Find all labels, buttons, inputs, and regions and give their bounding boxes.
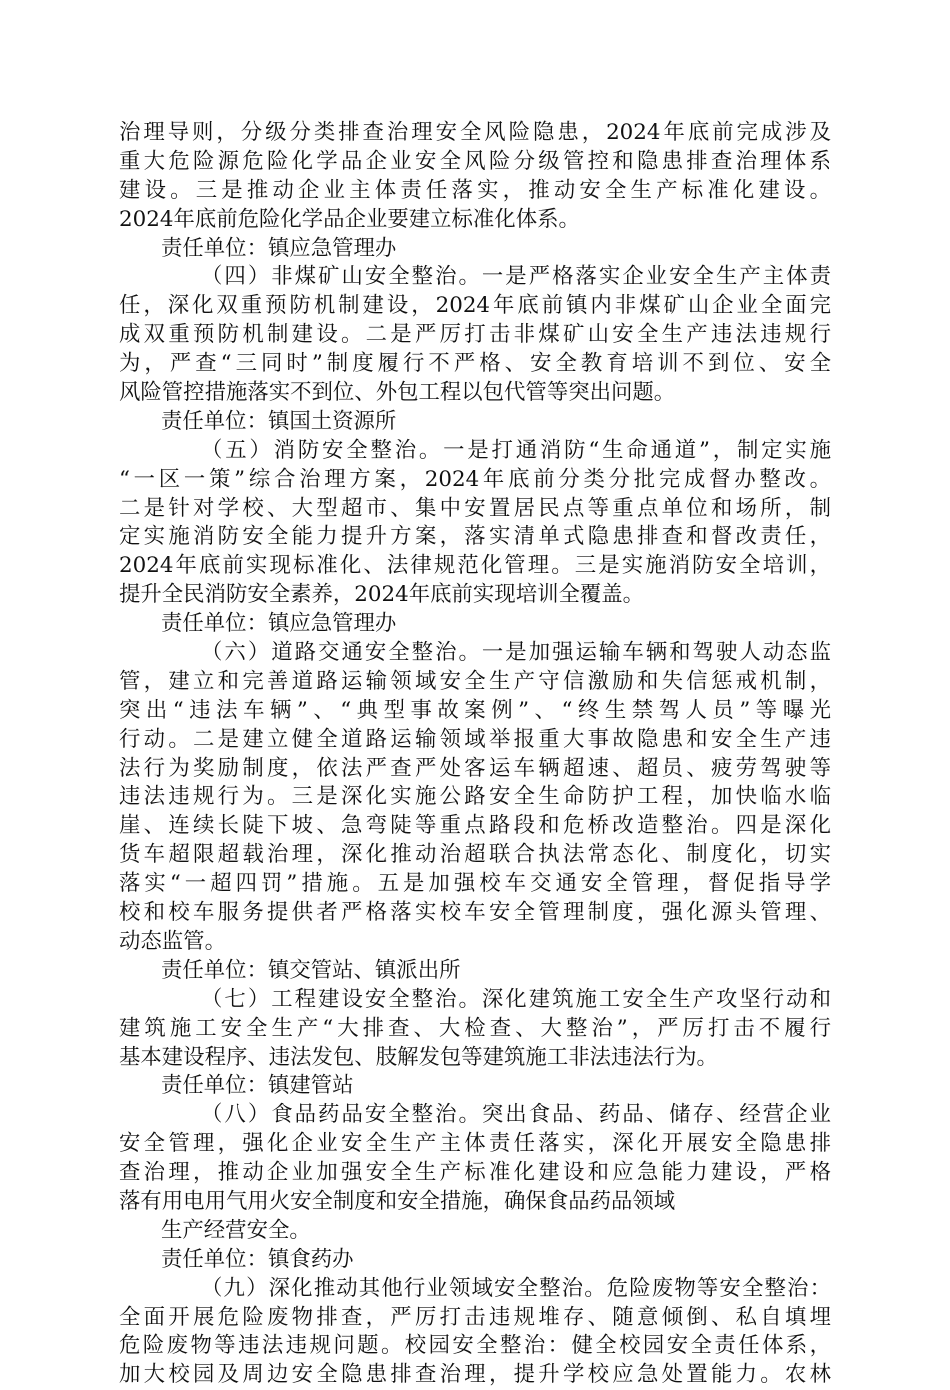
text-line: 二是针对学校、大型超市、集中安置居民点等重点单位和场所，制 — [119, 495, 831, 521]
text-line: 任，深化双重预防机制建设，2024年底前镇内非煤矿山企业全面完 — [119, 293, 831, 319]
text-line: 2024年底前危险化学品企业要建立标准化体系。 — [119, 206, 580, 232]
text-line: 校和校车服务提供者严格落实校车安全管理制度，强化源头管理、 — [119, 900, 831, 926]
text-line: 重大危险源危险化学品企业安全风险分级管控和隐患排查治理体系 — [119, 148, 831, 174]
text-line: 安全管理，强化企业安全生产主体责任落实，深化开展安全隐患排 — [119, 1131, 831, 1157]
text-line: 落有用电用气用火安全制度和安全措施，确保食品药品领域 — [119, 1188, 676, 1214]
text-line: （五）消防安全整治。一是打通消防“生命通道”，制定实施 — [201, 437, 831, 463]
text-line: 定实施消防安全能力提升方案，落实清单式隐患排查和督改责任， — [119, 524, 831, 550]
text-line: 风险管控措施落实不到位、外包工程以包代管等突出问题。 — [119, 380, 676, 406]
text-line: 货车超限超载治理，深化推动治超联合执法常态化、制度化，切实 — [119, 842, 831, 868]
text-line: 成双重预防机制建设。二是严厉打击非煤矿山安全生产违法违规行 — [119, 322, 831, 348]
text-line: 责任单位：镇交管站、镇派出所 — [161, 957, 461, 983]
text-line: “一区一策”综合治理方案，2024年底前分类分批完成督办整改。 — [119, 466, 831, 492]
text-line: 落实“一超四罚”措施。五是加强校车交通安全管理，督促指导学 — [119, 871, 831, 897]
text-line: 责任单位：镇食药办 — [161, 1246, 354, 1272]
text-line: 崖、连续长陡下坡、急弯陡等重点路段和危桥改造整治。四是深化 — [119, 813, 831, 839]
text-line: 查治理，推动企业加强安全生产标准化建设和应急能力建设，严格 — [119, 1160, 831, 1186]
text-line: 责任单位：镇建管站 — [161, 1073, 354, 1099]
text-line: 责任单位：镇应急管理办 — [161, 235, 397, 261]
text-line: 责任单位：镇应急管理办 — [161, 611, 397, 637]
text-line: 2024年底前实现标准化、法律规范化管理。三是实施消防安全培训， — [119, 553, 831, 579]
text-line: 动态监管。 — [119, 928, 226, 954]
text-line: 加大校园及周边安全隐患排查治理，提升学校应急处置能力。农林 — [119, 1362, 831, 1388]
text-line: 建设。三是推动企业主体责任落实，推动安全生产标准化建设。 — [119, 177, 831, 203]
text-line: 提升全民消防安全素养，2024年底前实现培训全覆盖。 — [119, 582, 645, 608]
text-line: 为，严查“三同时”制度履行不严格、安全教育培训不到位、安全 — [119, 351, 831, 377]
text-line: （四）非煤矿山安全整治。一是严格落实企业安全生产主体责 — [201, 264, 831, 290]
text-line: 行动。二是建立健全道路运输领域举报重大事故隐患和安全生产违 — [119, 726, 831, 752]
text-line: 突出“违法车辆”、“典型事故案例”、“终生禁驾人员”等曝光 — [119, 697, 831, 723]
text-line: 责任单位：镇国土资源所 — [161, 408, 397, 434]
text-line: 危险废物等违法违规问题。校园安全整治：健全校园安全责任体系， — [119, 1333, 831, 1359]
text-line: （七）工程建设安全整治。深化建筑施工安全生产攻坚行动和 — [201, 986, 831, 1012]
text-line: 治理导则，分级分类排查治理安全风险隐患，2024年底前完成涉及 — [119, 120, 831, 145]
text-line: 管，建立和完善道路运输领域安全生产守信激励和失信惩戒机制， — [119, 668, 831, 694]
text-line: （六）道路交通安全整治。一是加强运输车辆和驾驶人动态监 — [201, 640, 831, 666]
text-line: 全面开展危险废物排查，严厉打击违规堆存、随意倾倒、私自填埋 — [119, 1304, 831, 1330]
text-line: （九）深化推动其他行业领域安全整治。危险废物等安全整治： — [201, 1275, 831, 1301]
text-line: 建筑施工安全生产“大排查、大检查、大整治”，严厉打击不履行 — [119, 1015, 831, 1041]
text-line: （八）食品药品安全整治。突出食品、药品、储存、经营企业 — [201, 1102, 831, 1128]
text-line: 生产经营安全。 — [161, 1217, 311, 1243]
text-line: 违法违规行为。三是深化实施公路安全生命防护工程，加快临水临 — [119, 784, 831, 810]
text-line: 法行为奖励制度，依法严查严处客运车辆超速、超员、疲劳驾驶等 — [119, 755, 831, 781]
text-line: 基本建设程序、违法发包、肢解发包等建筑施工非法违法行为。 — [119, 1044, 718, 1070]
document-body — [119, 119, 831, 1390]
